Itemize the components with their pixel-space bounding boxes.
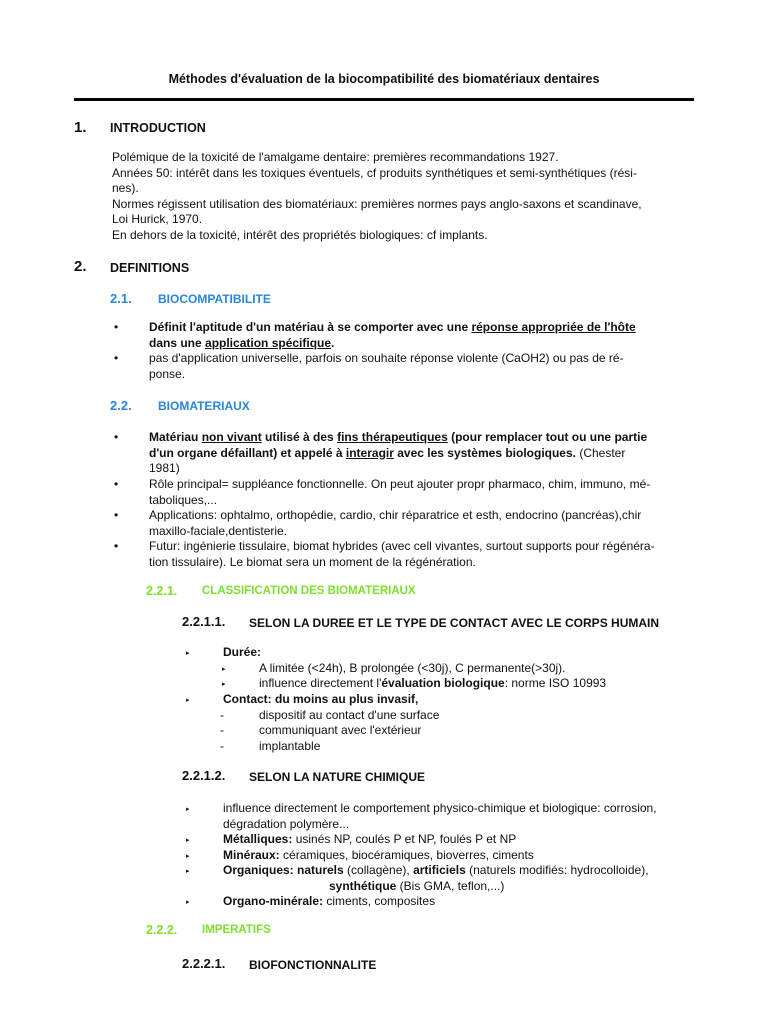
bullet-icon: • [114, 320, 119, 334]
triangle-bullet-icon: ▸ [222, 666, 226, 673]
nature-organiques-synthetique: synthétique (Bis GMA, teflon,...) [329, 879, 505, 893]
bullet-icon: • [114, 351, 119, 365]
section-2-2-2-1-number: 2.2.2.1. [182, 956, 226, 971]
triangle-bullet-icon: ▸ [186, 899, 190, 906]
biocompat-note: pas d'application universelle, parfois on souhaite réponse violente (CaOH2) ou pas de ré- ponse. [149, 351, 624, 381]
bullet-icon: • [114, 508, 119, 522]
section-2-2-1-2-number: 2.2.1.2. [182, 768, 226, 783]
dash-icon: - [220, 708, 224, 722]
biomateriau-applications: Applications: ophtalmo, orthopédie, cardio, chir réparatrice et esth, endocrino (pancréas),chir maxillo-faciale,dentisterie. [149, 508, 642, 538]
section-2-2-2-heading: IMPERATIFS [202, 924, 271, 936]
triangle-bullet-icon: ▸ [186, 806, 190, 813]
intro-line: nes). [112, 181, 139, 195]
triangle-bullet-icon: ▸ [186, 868, 190, 875]
triangle-bullet-icon: ▸ [222, 681, 226, 688]
intro-line: Polémique de la toxicité de l'amalgame dentaire: premières recommandations 1927. [112, 150, 559, 164]
triangle-bullet-icon: ▸ [186, 837, 190, 844]
duree-influence: influence directement l'évaluation biologique: norme ISO 10993 [259, 676, 607, 690]
dash-icon: - [220, 739, 224, 753]
bullet-icon: • [114, 430, 119, 444]
nature-organo-minerale: Organo-minérale: ciments, composites [223, 894, 436, 908]
title-rule [74, 98, 694, 101]
bullet-icon: • [114, 477, 119, 491]
duree-classes: A limitée (<24h), B prolongée (<30j), C permanente(>30j). [259, 661, 566, 675]
dash-icon: - [220, 723, 224, 737]
section-2-2-2-1-heading: BIOFONCTIONNALITE [249, 958, 377, 972]
triangle-bullet-icon: ▸ [186, 697, 190, 704]
triangle-bullet-icon: ▸ [186, 853, 190, 860]
contact-surface: dispositif au contact d'une surface [259, 708, 440, 722]
section-2-2-2-number: 2.2.2. [146, 923, 178, 937]
section-2-1-number: 2.1. [110, 291, 132, 306]
bullet-icon: • [114, 539, 119, 553]
section-2-2-1-number: 2.2.1. [146, 584, 178, 598]
intro-line: Loi Hurick, 1970. [112, 212, 203, 226]
nature-influence: influence directement le comportement physico-chimique et biologique: corrosion, dégradation polymère... [223, 801, 657, 831]
section-2-2-number: 2.2. [110, 398, 132, 413]
document-title: Méthodes d'évaluation de la biocompatibilité des biomatériaux dentaires [168, 72, 600, 86]
intro-line: Normes régissent utilisation des biomatériaux: premières normes pays anglo-saxons et scandinave, [112, 196, 642, 211]
biomateriau-futur: Futur: ingénierie tissulaire, biomat hybrides (avec cell vivantes, surtout supports pour régénéra- tion tissulaire). Le biomat sera un moment de la régénération. [149, 539, 655, 569]
triangle-bullet-icon: ▸ [186, 650, 190, 657]
section-2-2-1-2-heading: SELON LA NATURE CHIMIQUE [249, 770, 425, 784]
biomateriau-role: Rôle principal= suppléance fonctionnelle. On peut ajouter propr pharmaco, chim, immuno, mé- taboliques,... [149, 477, 651, 507]
section-2-heading: DEFINITIONS [110, 261, 190, 275]
intro-paragraph [112, 150, 692, 243]
biocompat-definition: Définit l'aptitude d'un matériau à se comporter avec une réponse appropriée de l'hôte dans une application spécifique. [149, 320, 636, 350]
duree-label: Durée: [223, 645, 262, 659]
section-2-2-1-1-number: 2.2.1.1. [182, 614, 226, 629]
nature-organiques: Organiques: naturels (collagène), artificiels (naturels modifiés: hydrocolloide), [223, 863, 649, 877]
section-2-2-1-1-heading: SELON LA DUREE ET LE TYPE DE CONTACT AVEC LE CORPS HUMAIN [249, 616, 660, 630]
intro-line: En dehors de la toxicité, intérêt des propriétés biologiques: cf implants. [112, 227, 488, 242]
biomateriau-definition: Matériau non vivant utilisé à des fins thérapeutiques (pour remplacer tout ou une partie d'un organe défaillant) et appelé à interagir avec les systèmes biologiques. (Chester 1981) [149, 430, 648, 475]
intro-line: Années 50: intérêt dans les toxiques éventuels, cf produits synthétiques et semi-synthétiques (rési- [112, 165, 637, 180]
section-1-number: 1. [74, 119, 87, 136]
section-2-2-heading: BIOMATERIAUX [158, 399, 250, 413]
section-2-number: 2. [74, 258, 87, 275]
nature-metalliques: Métalliques: usinés NP, coulés P et NP, foulés P et NP [223, 832, 517, 846]
contact-label: Contact: du moins au plus invasif, [223, 692, 419, 706]
contact-exterieur: communiquant avec l'extérieur [259, 723, 422, 737]
section-2-1-heading: BIOCOMPATIBILITE [158, 292, 271, 306]
section-2-2-1-heading: CLASSIFICATION DES BIOMATERIAUX [202, 585, 416, 597]
section-1-heading: INTRODUCTION [110, 121, 206, 135]
nature-mineraux: Minéraux: céramiques, biocéramiques, bioverres, ciments [223, 848, 534, 862]
contact-implantable: implantable [259, 739, 321, 753]
